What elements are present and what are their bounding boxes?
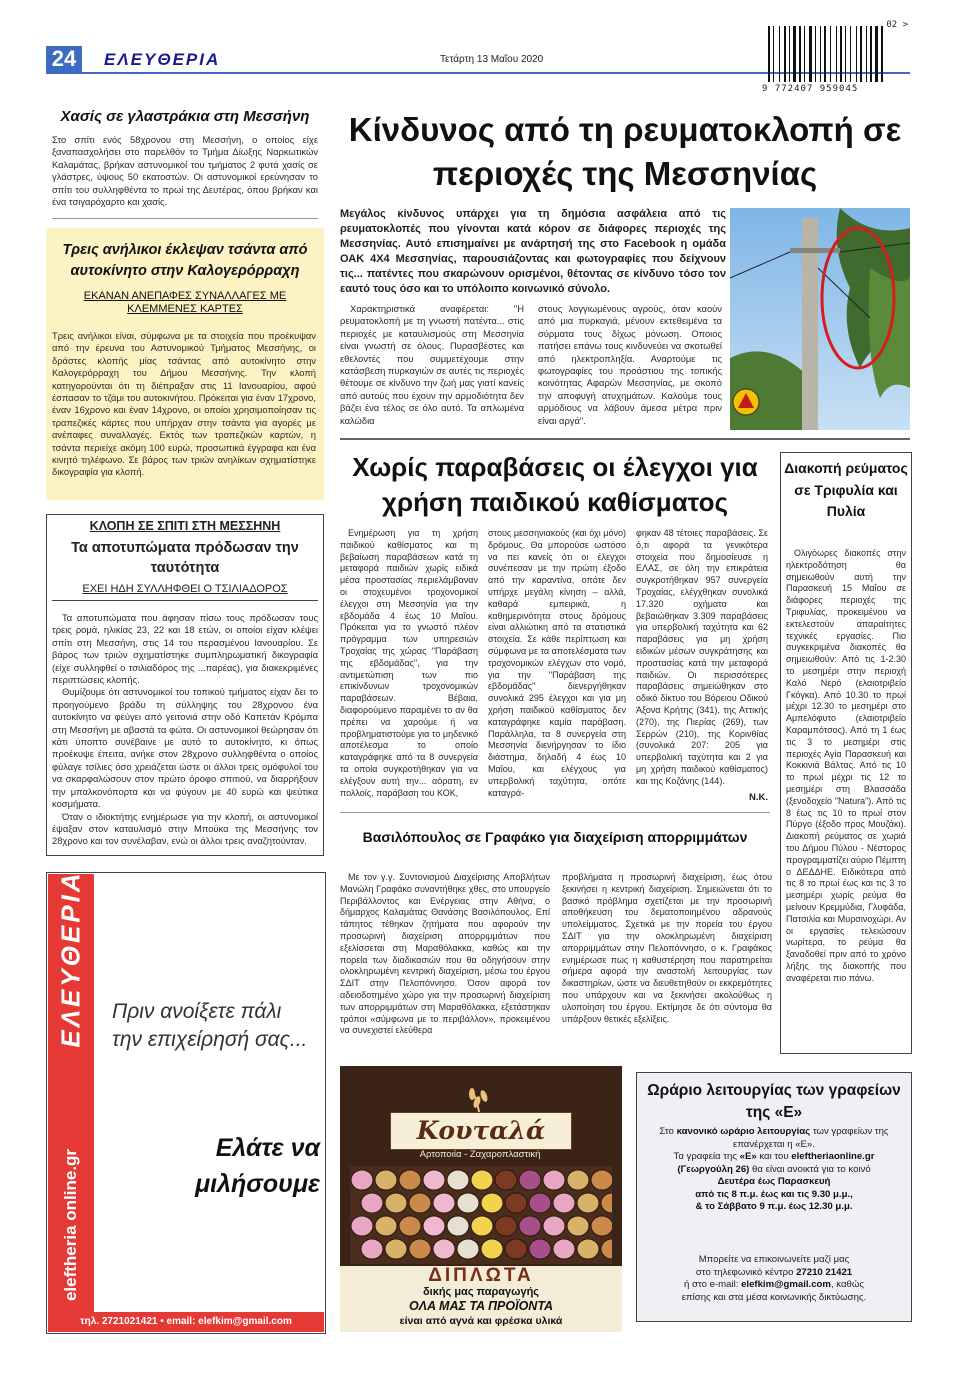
- article-theft-kicker: ΚΛΟΠΗ ΣΕ ΣΠΙΤΙ ΣΤΗ ΜΕΣΣΗΝΗ: [89, 519, 281, 533]
- main-lead: Μεγάλος κίνδυνος υπάρχει για τη δημόσια ασφάλεια από τις ρευματοκλοπές που γίνονται κατά κόρον σε διάφορες περιοχές της Μεσσηνίας. Αυτό επισημαίνει με ανάρτησή της στο Facebook η ομάδα ΟΑΚ 4Χ4 Μεσσηνίας, παρουσιάζοντας και φωτογραφίες που δείχνουν τις... πατέντες που σκαρώνουν ορισμένοι, θέτοντας σε κίνδυνο τόσο τον εαυτό τους όσο και το υπόλοιπο κοινωνικό σύνολο.: [340, 208, 726, 295]
- barcode-bar: [824, 26, 826, 82]
- chocolate: [409, 1239, 431, 1259]
- text: στο τηλεφωνικό κέντρο: [695, 1266, 797, 1278]
- article-vas-col1: Με τον γ.γ. Συντονισμού Διαχείρισης Αποβλήτων Μανώλη Γραφάκο συναντήθηκε χθες, στο υπουργείο Περιβάλλοντος και Ενέργειας στην Αθήνα, ο δήμαρχος Καλαμάτας Θανάσης Βασιλόπουλος. Επί τάπητος τέθηκαν ζητήματα που αφορούν την προσωρινή διαχείριση απορριμμάτων που εξελίσσεται στη Μαραθόλακκα, καθώς και την πορεία των διαδικασιών που θα οδηγήσουν στην ολοκληρωμένη κεντρική διαχείριση, μέσω του έργου ΣΔΙΤ στην Πελοπόννησο. Όσον αφορά τον αδειοδοτημένο χώρο για την προσωρινή διαχείριση των απορριμμάτων στη Μαραθόλακκα, εξετάστηκαν τρόποι «σύμφωνα με το περιβάλλον», προκειμένου να συνεχιστεί ελεύθερα: [340, 872, 550, 1036]
- chocolate: [471, 1170, 493, 1190]
- chocolate: [481, 1239, 503, 1259]
- ad-headline: Πριν ανοίξετε πάλι την επιχείρησή σας...: [112, 1000, 308, 1051]
- paragraph: Τα αποτυπώματα που άφησαν πίσω τους πρόδωσαν τους τρεις ρομά, ηλικίας 23, 22 και 18 ετών, οι οποίοι είχαν κλέψει σπίτι στη Μεσσήνη, στις 14 του περασμένου Ιανουαρίου. Σε βάρος των τριών σχηματίστηκε συμπληρωματική δικογραφία (είχε συλληφθεί ο τσιλιαδόρος της ...παρέας), για διακεκριμένες περιπτώσεις κλοπής.: [52, 612, 318, 686]
- chocolate: [591, 1216, 612, 1236]
- chocolate: [591, 1170, 612, 1190]
- barcode-issue: 02 >: [886, 20, 908, 30]
- koutala-name: Κουταλά: [390, 1112, 572, 1150]
- text: & το Σάββατο 9 π.μ. έως 12.30 μ.μ.: [695, 1201, 853, 1212]
- barcode-bar: [856, 26, 857, 82]
- chocolate: [553, 1239, 575, 1259]
- chocolate: [529, 1239, 551, 1259]
- issue-date: Τετάρτη 13 Μαΐου 2020: [440, 54, 544, 65]
- barcode-bar: [866, 26, 867, 82]
- text: ή στο e-mail:: [684, 1279, 742, 1290]
- contact-line: [648, 1267, 900, 1280]
- chocolate: [447, 1170, 469, 1190]
- text: Τα γραφεία της: [673, 1151, 740, 1162]
- main-body-col1: Χαρακτηριστικά αναφέρεται: "Η ρευματοκλοπή με τη γνωστή πατέντα... στις περιοχές με καταυλισμούς στη Μεσσηνία είναι γνωστή σε όλους. Πυρασβέστες και εθελοντές που συμμετέχουμε στην κατάσβεση πυρκαγιών σε αυτές τις περιοχές θέτουμε σε κίνδυνο την ζωή μας γιατί κανείς από αυτούς που έχουν την αρμοδιότητα δεν βάζει ένα τέλος σε όλο αυτό. Τα απλωμένα καλώδια: [340, 303, 524, 426]
- chocolate: [505, 1193, 527, 1213]
- barcode-bar: [784, 26, 786, 82]
- website-link[interactable]: eleftheriaonline.gr: [791, 1151, 875, 1162]
- divider: [340, 438, 910, 440]
- barcode-bar: [830, 26, 831, 82]
- ad-brand-text: ΕΛΕΥΘΕΡΙΑ: [55, 870, 86, 1048]
- contact-line: [648, 1279, 900, 1292]
- article-vas-title: Βασιλόπουλος σε Γραφάκο για διαχείριση απορριμμάτων: [362, 829, 748, 845]
- text: «Ε»: [739, 1151, 757, 1162]
- article-seat-col1: Ενημέρωση για τη χρήση παιδικού καθίσματος και τη βεβαίωση παραβάσεων κατά τη μεταφορά παιδιών χωρίς ειδικά μέσα προστασίας περιελάμβαναν οι στοχευμένοι τροχονομικοί έλεγχοι στη Μεσσηνία για την εβδομάδα 4 έως 10 Μαΐου. Πρόκειται για το γνωστό πλέον πρόγραμμα των υπηρεσιών Τροχαίας της χώρας "Παράβαση της εβδομάδας", για την αντιμετώπιση των πιο επικίνδυνων τροχονομικών παραβάσεων. Βέβαια, διαφορούμενο παραμένει το αν θα πρέπει να χαρούμε ή να προβληματιστούμε για το μηδενικό αποτέλεσμα το οποίο καταγράφηκε από τα 8 συνεργεία τα οποία συγκροτήθηκαν για να ελέγξουν αυτή την... αόρατη, εν πολλοίς, παράβαση του ΚΟΚ,: [340, 528, 478, 798]
- chocolate: [423, 1170, 445, 1190]
- contact-line: επίσης και στα μέσα κοινωνικής δικτύωσης.: [681, 1291, 867, 1303]
- text: και του: [756, 1151, 792, 1162]
- main-headline: Κίνδυνος από τη ρευματοκλοπή σε περιοχές της Μεσσηνίας: [348, 111, 902, 192]
- text: Δευτέρα έως Παρασκευή: [717, 1176, 831, 1187]
- chocolates-svg: [350, 1166, 612, 1264]
- chocolate: [361, 1193, 383, 1213]
- chocolate: [495, 1216, 517, 1236]
- text: Στο: [659, 1126, 677, 1137]
- chocolate: [433, 1239, 455, 1259]
- barcode-bar: [789, 26, 790, 82]
- ad-vertical-logo: [48, 870, 94, 1048]
- chocolate: [519, 1216, 541, 1236]
- newspaper-logo: ΕΛΕΥΘΕΡΙΑ: [104, 50, 221, 69]
- article-seat-col3: φηκαν 48 τέτοιες παραβάσεις. Σε ό,τι αφορά τα γενικότερα στοιχεία που δημοσίευσε η ΕΛΑΣ, σε όλη την επικράτεια συγκροτήθηκαν 957 συνεργεία Τροχαίας, ελέγχθηκαν συνολικά 17.320 οχήματα και βεβαιώθηκαν 3.309 παραβάσεις για υπερβολική ταχύτητα και 62 παραβάσεις για μη χρήση ειδικών μέσων συγκράτησης και προστασίας κατά την μεταφορά παιδιών. Οι περισσότερες παραβάσεις σημειώθηκαν στο οδικό δίκτυο του Βόρειου Οδικού Άξονα Κρήτης (341), της Αττικής (270), της Πιερίας (269), των Σερρών (210), της Κορινθίας (συνολικά 207: 205 για υπερβολική ταχύτητα και 2 για μη χρήση παιδικού καθίσματος) και της Κοζάνης (144).: [636, 528, 768, 786]
- text: των γραφείων της επανέρχεται η «Ε».: [733, 1126, 889, 1150]
- chocolate: [457, 1193, 479, 1213]
- chocolate: [385, 1193, 407, 1213]
- barcode-bar: [860, 26, 862, 82]
- chocolate: [361, 1239, 383, 1259]
- chocolate: [543, 1216, 565, 1236]
- paragraph: Θυμίζουμε ότι αστυνομικοί του τοπικού τμήματος είχαν δει το προηγούμενο βράδυ τη σύλληψης του 28χρονου ένα αυτοκίνητο να φεύγει από γειτονιά στην οδό Καπετάν Κρόμπα στη Μεσσήνη με αβαστά τα φώτα. Οι αστυνομικοί θεώρησαν ότι κάτι ύποπτο συνέβαινε με αυτό το αυτοκίνητο, κι όπως προέκυψε έπειτα, ανήκε στον 28χρονο συλληφθέντα ο οποίος φύλαγε τσίλιες όσο χρειάζεται ώστε οι άλλοι τρεις ομόφυλοί του να σκαρφαλώσουν στον πρώτο όροφο σπιτιού, να διαρρήξουν την μπαλκονόπορτα και να φύγουν με 40 ευρώ και ψεύτικα κοσμήματα.: [52, 686, 318, 810]
- article-vas-col2: προβλήματα η προσωρινή διαχείριση, έως ότου ξεκινήσει η κεντρική διαχείριση. Σημειώνεται ότι το βασικό πρόβλημα σχετίζεται με την προσωρινή αποθήκευση του δεματοποιημένου αδρανούς υπολείμματος. Σχετικά με την πορεία του έργου ΣΔΙΤ για την ολοκληρωμένη διαχείριση απορριμμάτων στην Πελοπόννησο, ο κ. Γραφάκος ενημέρωσε πως η καθυστέρηση που παρατηρείται σήμερα αφορά την αναστολή λειτουργίας των δικαστηρίων, ώστε να διευθετηθούν οι εκκρεμότητες που υπάρχουν και να ξεκινήσει ακολούθως η υλοποίηση του έργου. Εκτίμησε δε ότι σύντομα θα υπάρξουν θετικές εξελίξεις.: [562, 872, 772, 1024]
- barcode-bar: [804, 26, 805, 82]
- chocolate: [481, 1193, 503, 1213]
- paragraph: Όταν ο ιδιοκτήτης ενημέρωσε για την κλοπή, οι αστυνομικοί έψαξαν στον καταυλισμό στην Μπούκα της Μεσσήνης τον 28χρονο και τον συνέλαβαν, ενώ οι άλλοι τρεις αναζητούνταν.: [52, 810, 318, 847]
- chocolates-image: [350, 1166, 612, 1264]
- office-hours-body: [648, 1126, 900, 1214]
- barcode-bar: [793, 26, 796, 82]
- ad-web-text: eleftheria online.gr: [61, 1148, 80, 1302]
- hours-line: [648, 1151, 900, 1176]
- chocolate: [577, 1239, 599, 1259]
- barcode-bar: [815, 26, 816, 82]
- chocolate: [375, 1170, 397, 1190]
- koutala-line2: δικής μας παραγωγής: [422, 1286, 540, 1298]
- contact-line: Μπορείτε να επικοινωνείτε μαζί μας: [698, 1254, 850, 1265]
- chocolate: [433, 1193, 455, 1213]
- article-theft-subtitle: ΕΧΕΙ ΗΔΗ ΣΥΛΛΗΦΘΕΙ Ο ΤΣΙΛΙΑΔΟΡΟΣ: [82, 583, 288, 595]
- divider: [52, 600, 318, 601]
- article-power-body: Ολιγόωρες διακοπές στην ηλεκτροδότηση θα σημειωθούν αυτή την Παρασκευή 15 Μαΐου σε διάφορες περιοχές της Τριφυλίας, προκειμένου να εκτελεστούν απαραίτητες τεχνικές εργασίες. Πιο συγκεκριμένα διακοπές θα σημειωθούν: Από τις 1-2.30 το μεσημέρι στην περιοχή Καλό Νερό (ελαιοτριβείο Γκόγκα). Από 10.30 το πρωί μέχρι 12.30 το μεσημέρι στο Αμπελόφυτο (ελαιοτριβείο Καραμπότσος). Από τη 1 έως τις 3 το μεσημέρι στις περιοχές Αγία Παρασκευή και Κοκκινιά Βάλτας. Από τις 10 το πρωί μέχρι τις 12 το μεσημέρι στη Βλασσάδα (ξενοδοχείο "Natura"). Από τις 8 έως τις 10 το πρωί στον Πύργο (έξοδο προς Μουζάκι). Διακοπή ρεύματος σε χωριά του Δήμου Πύλου - Νέστορος προγραμματίζει αύριο Πέμπτη ο ΔΕΔΔΗΕ. Ειδικότερα από τις 8 το πρωί έως και τις 3 το μεσημέρι χωρίς ρεύμα θα μείνουν Κρεμμύδια, Γλυφάδα, Πατσιλία και Μυρσινοχώρι. Αν οι εργασίες τελειώσουν νωρίτερα, το ρεύμα θα ξαναδοθεί πριν από το χρόνο λήξης της διακοπής που αναφέρεται πιο πάνω.: [786, 548, 906, 983]
- barcode-bar: [773, 26, 774, 82]
- text: κανονικό ωράριο λειτουργίας: [676, 1126, 811, 1137]
- barcode-bar: [820, 26, 821, 82]
- barcode-bar: [840, 26, 842, 82]
- chocolate: [567, 1170, 589, 1190]
- barcode-bar: [881, 26, 883, 82]
- chocolate: [577, 1193, 599, 1213]
- article-theft-title: Τα αποτυπώματα πρόδωσαν την ταυτότητα: [71, 540, 299, 576]
- chocolate: [471, 1216, 493, 1236]
- barcode-bar: [799, 26, 801, 82]
- text: (Γεωργούλη 26): [677, 1163, 750, 1175]
- koutala-subtitle: Αρτοποιία - Ζαχαροπλαστική: [419, 1149, 541, 1160]
- article-seat-signature: N.K.: [749, 792, 768, 803]
- page-number: 24: [46, 46, 82, 72]
- article-seat-col2: στους μεσσηνιακούς (και όχι μόνο) δρόμους. Θα μπορούσε ωστόσο να πει κανείς ότι οι έλεγχοι συνέπεσαν με την πρώτη έξοδο από την καραντίνα, οπότε δεν υπήρχε μεγάλη κίνηση – αλλά, καθαρά εμπειρικά, η καθημερινότητα στους δρόμους είναι αλλιώτικη από τα στατιστικά στοιχεία. Σε κάθε περίπτωση και σύμφωνα με τα αποτελέσματα των τροχονομικών ελέγχων στο νομό, για την "Παράβαση της εβδομάδας" διενεργήθηκαν συνολικά 295 έλεγχοι και για μη χρήση παιδικού καθίσματος δεν καταγράφηκε καμία παράβαση. Παράλληλα, τα 8 συνεργεία στη Μεσσηνία διενήργησαν το ίδιο διάστημα, δηλαδή 4 έως 10 Μαΐου, και ελέγχους για υπερβολική ταχύτητα, οπότε καταγρά-: [488, 528, 626, 798]
- article-theft-body: [52, 612, 318, 848]
- barcode-bar: [875, 26, 878, 82]
- chocolate: [399, 1170, 421, 1190]
- hours-line: [648, 1201, 900, 1214]
- barcode-bar: [768, 26, 770, 82]
- article-teens-title: Τρεις ανήλικοι έκλεψαν τσάντα από αυτοκίνητο στην Καλογερόρραχη: [62, 242, 308, 279]
- chocolate: [423, 1216, 445, 1236]
- ad-contact-footer[interactable]: τηλ. 2721021421 • email: elefkim@gmail.com: [48, 1312, 324, 1332]
- chocolate: [553, 1193, 575, 1213]
- article-teens-body: Τρεις ανήλικοι είναι, σύμφωνα με τα στοιχεία που προέκυψαν από την έρευνα του Αστυνομικού Τμήματος Μεσσήνης, οι δράστες κλοπής μίας τσάντας από αυτοκίνητο στην Καλογερόρραχη του Δήμου Μεσσήνης. Την κλοπή κατηγορούνται ότι τη διέπραξαν στις 11 Ιανουαρίου, αφού έσπασαν το τζάμι του αυτοκινήτου. Πρόκειται για έναν 17χρονο, έναν 16χρονο και έναν 14χρονο, οι οποίοι χρησιμοποίησαν τις τραπεζικές κάρτες που υπήρχαν στην τσάντα για αγορές με ανέπαφες συναλλαγές. Εκτός των τραπεζικών καρτών, η τσάντα περιείχε ακόμη 100 ευρώ, προσωπικά έγγραφα και ένα κινητό τηλέφωνο. Σε βάρος των τριών ανηλίκων σχηματίστηκε δικογραφία για κλοπή.: [52, 330, 316, 478]
- article-seat-title: Χωρίς παραβάσεις οι έλεγχοι για χρήση παιδικού καθίσματος: [352, 452, 758, 517]
- text: θα είναι ανοικτά για το κοινό: [749, 1163, 871, 1175]
- barcode-bar: [779, 26, 780, 82]
- chocolate: [409, 1193, 431, 1213]
- divider: [340, 812, 770, 813]
- office-contact: [648, 1254, 900, 1304]
- article-teens-subtitle: ΕΚΑΝΑΝ ΑΝΕΠΑΦΕΣ ΣΥΝΑΛΛΑΓΕΣ ΜΕ ΚΛΕΜΜΕΝΕΣ ΚΑΡΤΕΣ: [83, 290, 287, 315]
- chocolate: [385, 1239, 407, 1259]
- chocolate: [447, 1216, 469, 1236]
- barcode-bar: [836, 26, 837, 82]
- koutala-line4: είναι από αγνά και φρέσκα υλικά: [399, 1315, 563, 1327]
- koutala-line3: ΟΛΑ ΜΑΣ ΤΑ ΠΡΟΪΟΝΤΑ: [408, 1299, 554, 1313]
- photo-power-pole-svg: [730, 208, 910, 430]
- chocolate: [505, 1239, 527, 1259]
- chocolate: [351, 1216, 373, 1236]
- email-link[interactable]: elefkim@gmail.com: [741, 1279, 831, 1290]
- article-hasis-body: Στο σπίτι ενός 58χρονου στη Μεσσήνη, ο οποίος είχε ξαναπασχολήσει στο παρελθόν το Τμήμα Δίωξης Ναρκωτικών Καλαμάτας, βρήκαν αστυνομικοί του τμήματος 2 φυτά χασίς σε γλάστρες, ύψους 50 εκατοστών. Οι αστυνομικοί ερεύνησαν το σπίτι του συλληφθέντα το πρωί της Δευτέρας, όπου βρήκαν και ένα τσιγαρόχαρτο και χασίς.: [52, 134, 318, 208]
- barcode-bar: [845, 26, 846, 82]
- barcode: [760, 20, 910, 96]
- chocolate: [457, 1239, 479, 1259]
- barcode-bar: [850, 26, 851, 82]
- phone-number[interactable]: 27210 21421: [796, 1266, 853, 1278]
- main-body-col2: στους λογγιωμένους αγρούς, όταν καούν από μια πυρκαγιά, μένουν εκτεθειμένα τα σύρματα τους δίχως μόνωση. Οποιος πατήσει επάνω τους κινδυνεύει να σκοτωθεί από ηλεκτροπληξία. Αναρτούμε τις φωτογραφίες του προάστιου της τοπικής κοινότητας Αφαρών Μεσσηνίας, με σκοπό την αποφυγή ατυχημάτων. Καλούμε τους αρμόδιους να λάβουν άμεσα μέτρα πριν είναι αργά".: [538, 303, 722, 426]
- article-power-title: Διακοπή ρεύματος σε Τριφυλία και Πυλία: [784, 460, 908, 519]
- barcode-bar: [809, 26, 812, 82]
- hours-line: [648, 1189, 900, 1202]
- ad-cta: Ελάτε να μιλήσουμε: [195, 1134, 320, 1198]
- ad-vertical-web: [48, 1150, 94, 1300]
- chocolate: [567, 1216, 589, 1236]
- chocolate: [375, 1216, 397, 1236]
- office-hours-title: Ωράριο λειτουργίας των γραφείων της «Ε»: [647, 1082, 901, 1121]
- barcode-number: 9 772407 959045: [762, 84, 859, 94]
- chocolate: [529, 1193, 551, 1213]
- photo-power-pole: [730, 208, 910, 430]
- hours-line: [648, 1176, 900, 1189]
- chocolate: [399, 1216, 421, 1236]
- article-hasis-title: Χασίς σε γλαστράκια στη Μεσσήνη: [60, 108, 310, 125]
- koutala-line1: ΔΙΠΛΩΤΑ: [428, 1265, 534, 1286]
- chocolate: [543, 1170, 565, 1190]
- divider: [52, 218, 318, 219]
- text: , καθώς: [830, 1279, 864, 1290]
- text: από τις 8 π.μ. έως και τις 9.30 μ.μ.,: [695, 1188, 853, 1200]
- chocolate: [495, 1170, 517, 1190]
- chocolate: [351, 1170, 373, 1190]
- hours-line: [648, 1126, 900, 1151]
- chocolate: [519, 1170, 541, 1190]
- barcode-bar: [870, 26, 872, 82]
